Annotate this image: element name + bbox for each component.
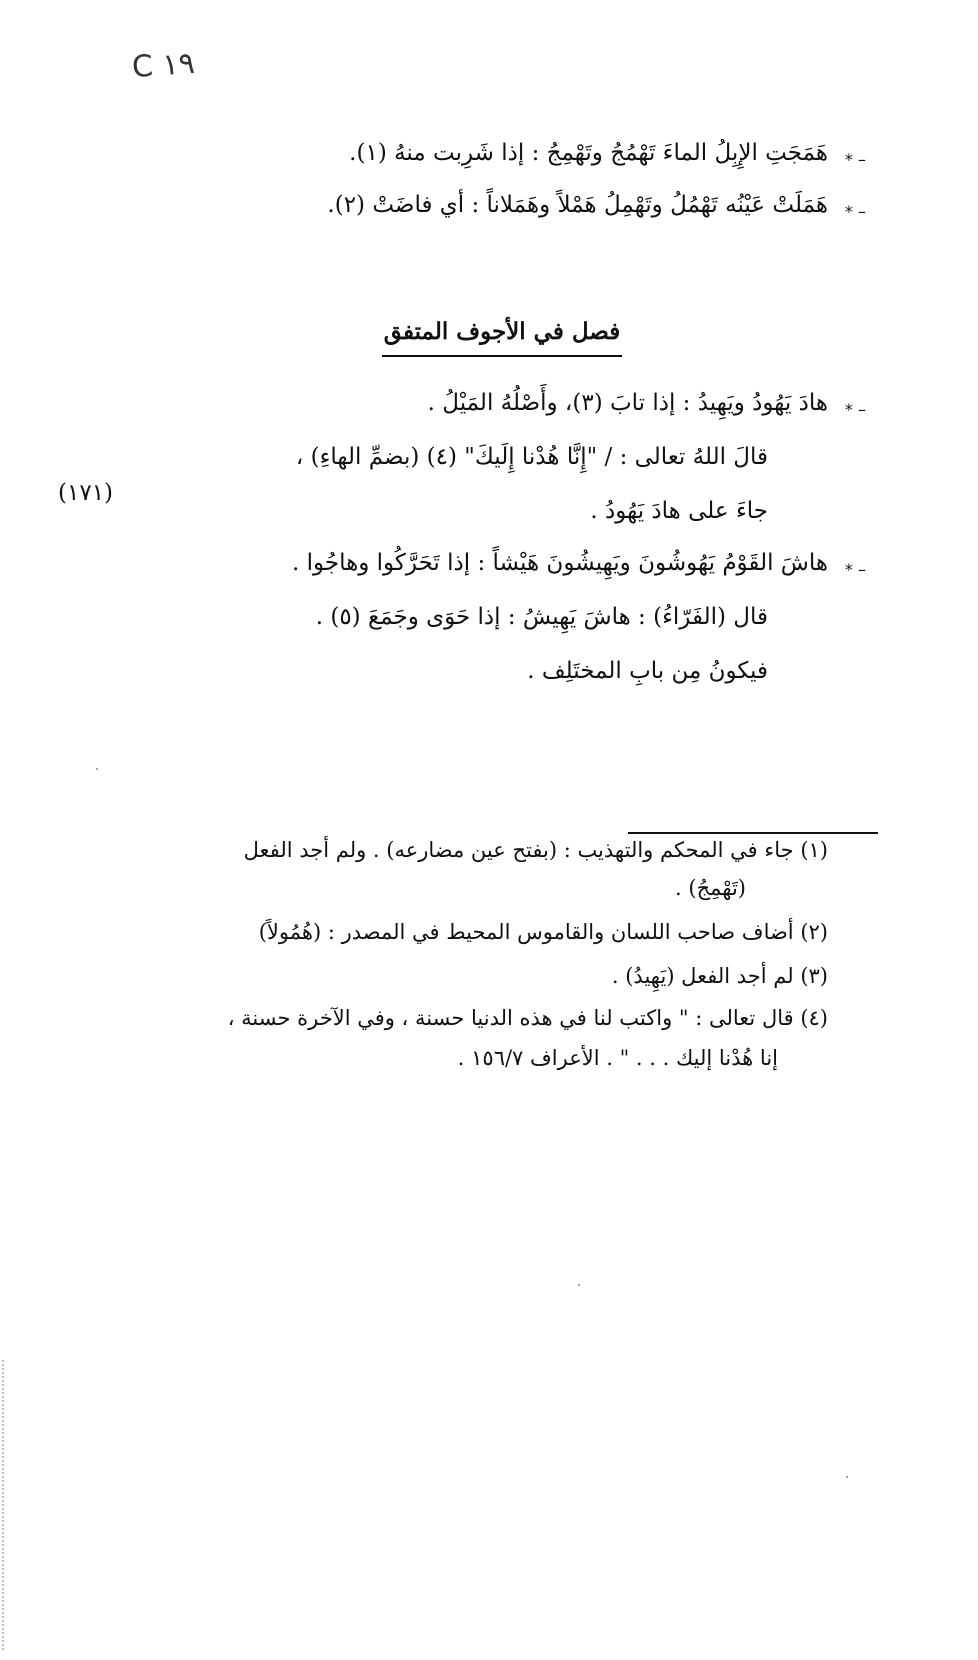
handwritten-page-mark: C ١٩	[130, 45, 196, 86]
footnote-1-continuation: (تَهْمِجُ) .	[675, 876, 746, 900]
footnote-4-continuation: إنا هُدْنا إليك . . . " . الأعراف ١٥٦/٧ .	[457, 1046, 778, 1070]
farra-quote: قال (الفَرّاءُ) : هاشَ يَهِيشُ : إذا حَوَى وجَمَعَ (٥) .	[315, 604, 768, 630]
entry-hada: هادَ يَهُودُ ويَهِيدُ : إذا تابَ (٣)، وأَصْلُهُ المَيْلُ .	[427, 390, 828, 416]
footnote-1: (١) جاء في المحكم والتهذيب : (بفتح عين مضارعه) . ولم أجد الفعل	[243, 838, 828, 862]
entry-hamaja: هَمَجَتِ الإِبِلُ الماءَ تَهْمُجُ وتَهْمِجُ : إذا شَرِبت منهُ (١).	[349, 140, 828, 166]
section-heading: فصل في الأجوف المتفق	[382, 318, 622, 357]
quran-citation-line: قالَ اللهُ تعالى : / "إِنَّا هُدْنا إِلَيكَ" (٤) (بضمِّ الهاءِ) ،	[295, 444, 768, 470]
entry-bullet: * –	[844, 150, 866, 169]
entry-bullet: * –	[844, 400, 866, 419]
scan-edge	[2, 1360, 6, 1650]
scan-speck	[578, 1284, 580, 1286]
scan-speck	[846, 1476, 848, 1478]
footnote-2: (٢) أضاف صاحب اللسان والقاموس المحيط في المصدر : (هُمُولاً)	[258, 920, 828, 944]
scan-speck	[96, 768, 98, 770]
entry-hamala: هَمَلَتْ عَيْنُه تَهْمُلُ وتَهْمِلُ هَمْلاً وهَمَلاناً : أي فاضَتْ (٢).	[327, 192, 828, 218]
citation-continuation: جاءَ على هادَ يَهُودُ .	[590, 498, 768, 524]
footnote-3: (٣) لم أجد الفعل (يَهِيدُ) .	[611, 964, 828, 988]
margin-page-number: (١٧١)	[58, 480, 114, 506]
entry-bullet: * –	[844, 560, 866, 579]
footnote-separator	[628, 832, 878, 834]
entry-bullet: * –	[844, 202, 866, 221]
footnote-4: (٤) قال تعالى : " واكتب لنا في هذه الدنيا حسنة ، وفي الآخرة حسنة ،	[227, 1006, 828, 1030]
entry-hasha: هاشَ القَوْمُ يَهُوشُونَ ويَهِيشُونَ هَيْشاً : إذا تَحَرَّكُوا وهاجُوا .	[291, 550, 828, 576]
mukhtalif-note: فيكونُ مِن بابِ المختَلِف .	[527, 658, 768, 684]
